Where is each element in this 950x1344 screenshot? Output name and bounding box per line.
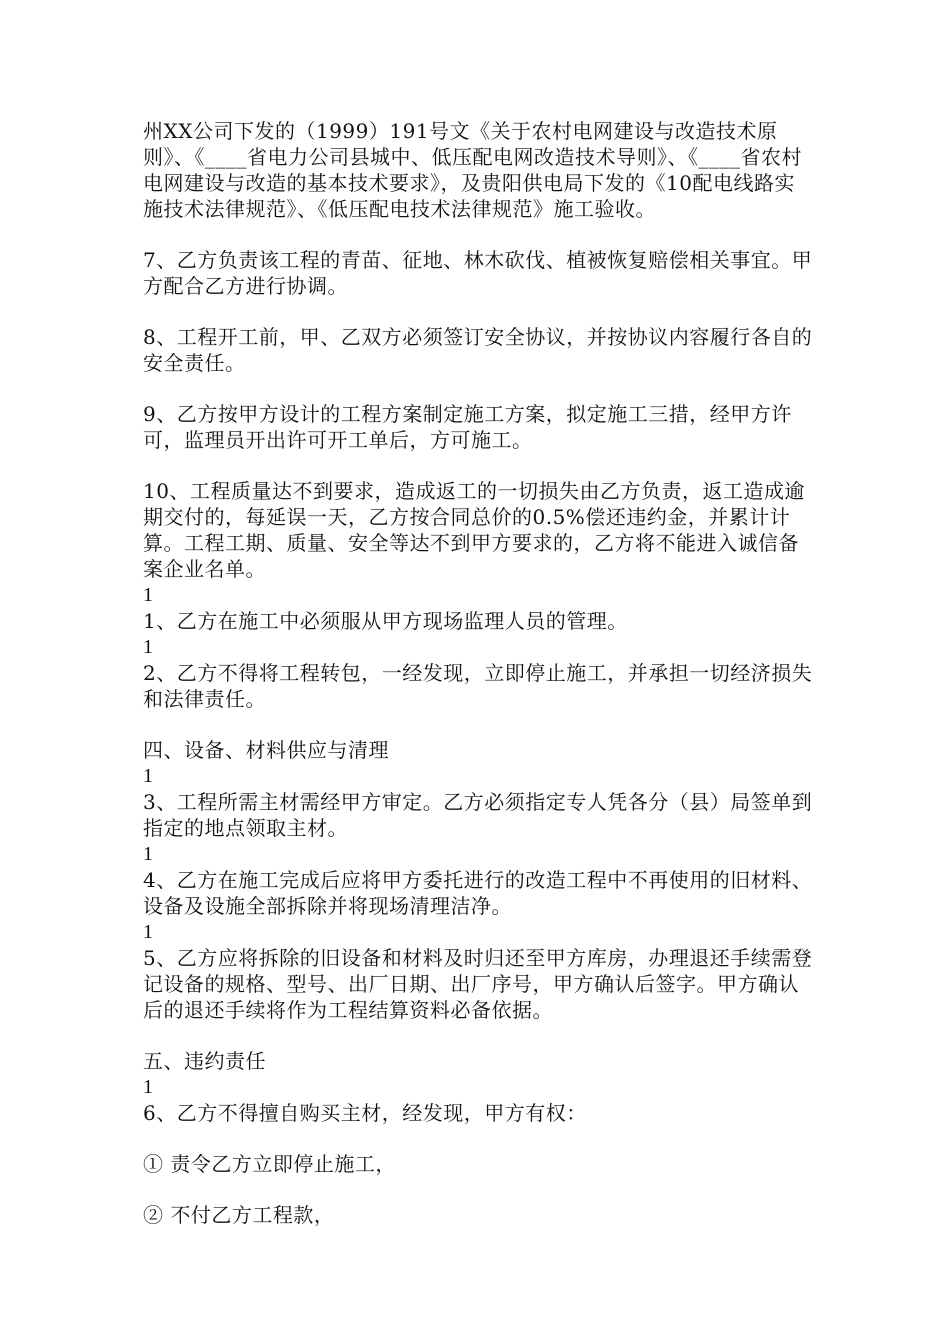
paragraph-spacer — [143, 453, 813, 478]
paragraph: 四、设备、材料供应与清理 — [143, 738, 389, 762]
paragraph: 五、违约责任 — [143, 1049, 266, 1073]
paragraph: 3、工程所需主材需经甲方审定。乙方必须指定专人凭各分（县）局签单到指定的地点领取主材。 — [143, 790, 813, 840]
paragraph-spacer — [143, 1177, 813, 1202]
paragraph: 7、乙方负责该工程的青苗、征地、林木砍伐、植被恢复赔偿相关事宜。甲方配合乙方进行协调。 — [143, 248, 813, 298]
paragraph: ② 不付乙方工程款， — [143, 1203, 335, 1227]
document-body — [143, 118, 813, 1228]
paragraph: 6、乙方不得擅自购买主材，经发现，甲方有权： — [143, 1101, 587, 1125]
paragraph: 1、乙方在施工中必须服从甲方现场监理人员的管理。 — [143, 609, 628, 633]
list-marker: 1 — [143, 636, 154, 658]
list-marker: 1 — [143, 765, 154, 787]
paragraph: 州XX公司下发的（1999）191号文《关于农村电网建设与改造技术原则》、《____省电力公司县城中、低压配电网改造技术导则》、《____省农村电网建设与改造的基本技术要求》，及贵阳供电局下发的《10配电线路实施技术法律规范》、《低压配电技术法律规范》施工验收。 — [143, 119, 802, 221]
paragraph: 5、乙方应将拆除的旧设备和材料及时归还至甲方库房，办理退还手续需登记设备的规格、型号、出厂日期、出厂序号，甲方确认后签字。甲方确认后的退还手续将作为工程结算资料必备依据。 — [143, 946, 813, 1022]
paragraph: ① 责令乙方立即停止施工， — [143, 1152, 396, 1176]
paragraph-spacer — [143, 376, 813, 401]
paragraph: 8、工程开工前，甲、乙双方必须签订安全协议，并按协议内容履行各自的安全责任。 — [143, 325, 813, 375]
paragraph: 9、乙方按甲方设计的工程方案制定施工方案，拟定施工三措，经甲方许可，监理员开出许可开工单后，方可施工。 — [143, 402, 792, 452]
paragraph-spacer — [143, 1023, 813, 1048]
paragraph: 10、工程质量达不到要求，造成返工的一切损失由乙方负责，返工造成逾期交付的，每延误一天，乙方按合同总价的0.5%偿还违约金，并累计计算。工程工期、质量、安全等达不到甲方要求的，乙方将不能进入诚信备案企业名单。 — [143, 479, 805, 581]
paragraph-spacer — [143, 712, 813, 737]
list-marker: 1 — [143, 843, 154, 865]
list-marker: 1 — [143, 584, 154, 606]
paragraph: 2、乙方不得将工程转包，一经发现，立即停止施工，并承担一切经济损失和法律责任。 — [143, 661, 813, 711]
paragraph-spacer — [143, 299, 813, 324]
paragraph-spacer — [143, 1126, 813, 1151]
paragraph-spacer — [143, 222, 813, 247]
paragraph: 4、乙方在施工完成后应将甲方委托进行的改造工程中不再使用的旧材料、设备及设施全部拆除并将现场清理洁净。 — [143, 868, 813, 918]
list-marker: 1 — [143, 921, 154, 943]
list-marker: 1 — [143, 1076, 154, 1098]
